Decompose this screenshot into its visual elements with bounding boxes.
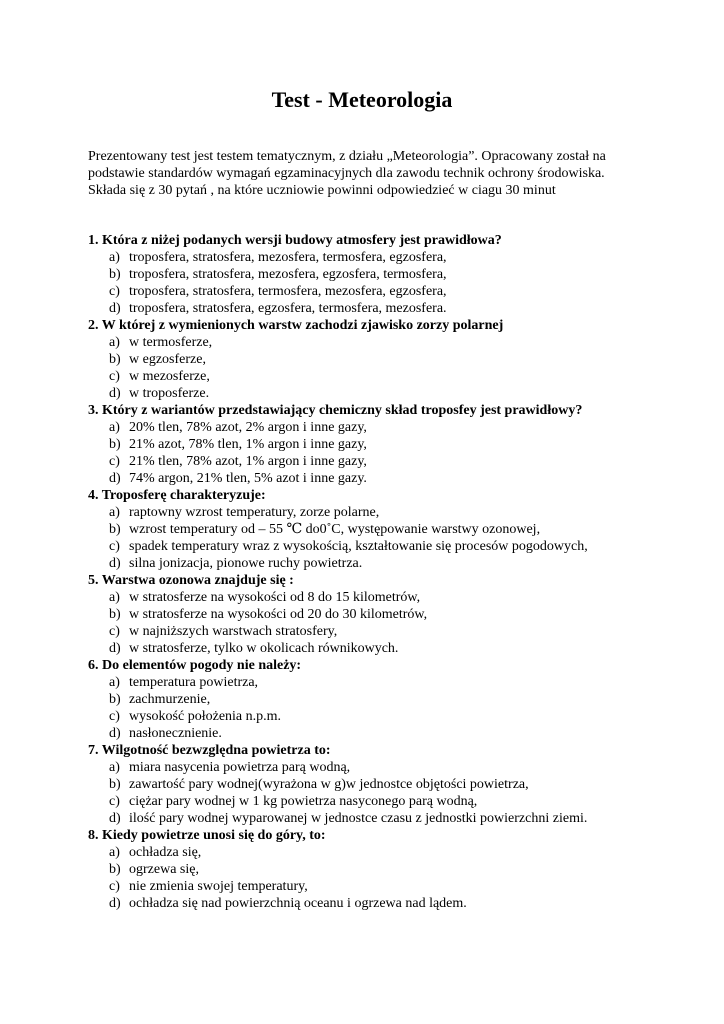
question-text: 8. Kiedy powietrze unosi się do góry, to:	[88, 828, 326, 843]
question-7	[88, 742, 688, 827]
question-8	[88, 827, 688, 912]
answer-option	[88, 776, 688, 793]
answer-letter: b)	[109, 607, 121, 622]
answer-text: ilość pary wodnej wyparowanej w jednostce czasu z jednostki powierzchni ziemi.	[129, 811, 588, 826]
question-1	[88, 232, 688, 317]
intro-paragraph	[88, 148, 648, 199]
answer-option	[88, 606, 688, 623]
answer-letter: d)	[109, 556, 121, 571]
question-text: 3. Który z wariantów przedstawiający chemiczny skład troposfey jest prawidłowy?	[88, 403, 583, 418]
answer-option	[88, 589, 688, 606]
answer-letter: a)	[109, 250, 120, 265]
answer-letter: c)	[109, 539, 120, 554]
answer-text: troposfera, stratosfera, egzosfera, termosfera, mezosfera.	[129, 301, 447, 316]
answer-option	[88, 334, 688, 351]
answer-text: temperatura powietrza,	[129, 675, 259, 690]
answer-option	[88, 470, 688, 487]
answer-text: nasłonecznienie.	[129, 726, 222, 741]
answer-text: ochładza się nad powierzchnią oceanu i ogrzewa nad lądem.	[129, 896, 467, 911]
answer-option	[88, 351, 688, 368]
question-4	[88, 487, 688, 572]
answer-letter: b)	[109, 522, 121, 537]
answer-text: w stratosferze na wysokości od 20 do 30 kilometrów,	[129, 607, 428, 622]
answer-text: 21% tlen, 78% azot, 1% argon i inne gazy,	[129, 454, 367, 469]
answer-letter: d)	[109, 641, 121, 656]
answer-option	[88, 861, 688, 878]
answer-letter: c)	[109, 284, 120, 299]
answer-letter: d)	[109, 301, 121, 316]
answer-text: troposfera, stratosfera, mezosfera, termosfera, egzosfera,	[129, 250, 447, 265]
answer-text: spadek temperatury wraz z wysokością, kształtowanie się procesów pogodowych,	[129, 539, 588, 554]
intro-line: podstawie standardów wymagań egzaminacyjnych dla zawodu technik ochrony środowiska.	[88, 166, 605, 181]
answer-letter: c)	[109, 794, 120, 809]
answer-option	[88, 300, 688, 317]
question-2	[88, 317, 688, 402]
answer-text: w stratosferze, tylko w okolicach równikowych.	[129, 641, 399, 656]
answer-text: zawartość pary wodnej(wyrażona w g)w jednostce objętości powietrza,	[129, 777, 529, 792]
question-3	[88, 402, 688, 487]
answer-option	[88, 283, 688, 300]
question-text: 6. Do elementów pogody nie należy:	[88, 658, 302, 673]
question-6	[88, 657, 688, 742]
answer-option	[88, 504, 688, 521]
answer-text: raptowny wzrost temperatury, zorze polarne,	[129, 505, 380, 520]
answer-list	[88, 249, 688, 317]
answer-option	[88, 793, 688, 810]
answer-letter: a)	[109, 845, 120, 860]
answer-text: silna jonizacja, pionowe ruchy powietrza.	[129, 556, 363, 571]
answer-text: 74% argon, 21% tlen, 5% azot i inne gazy.	[129, 471, 367, 486]
answer-list	[88, 844, 688, 912]
answer-list	[88, 674, 688, 742]
answer-letter: a)	[109, 675, 120, 690]
answer-text: troposfera, stratosfera, termosfera, mezosfera, egzosfera,	[129, 284, 447, 299]
answer-option	[88, 691, 688, 708]
answer-text: wysokość położenia n.p.m.	[129, 709, 282, 724]
answer-letter: b)	[109, 692, 121, 707]
answer-list	[88, 589, 688, 657]
intro-line: Prezentowany test jest testem tematycznym, z działu „Meteorologia”. Opracowany został na	[88, 149, 606, 164]
document-title: Test - Meteorologia	[271, 87, 453, 112]
answer-text: zachmurzenie,	[129, 692, 211, 707]
answer-text: 21% azot, 78% tlen, 1% argon i inne gazy,	[129, 437, 367, 452]
answer-option	[88, 708, 688, 725]
answer-text: miara nasycenia powietrza parą wodną,	[129, 760, 351, 775]
answer-text: ciężar pary wodnej w 1 kg powietrza nasyconego parą wodną,	[129, 794, 478, 809]
intro-line: Składa się z 30 pytań , na które uczniowie powinni odpowiedzieć w ciagu 30 minut	[88, 183, 556, 198]
answer-option	[88, 623, 688, 640]
answer-option	[88, 538, 688, 555]
answer-letter: c)	[109, 879, 120, 894]
answer-text: nie zmienia swojej temperatury,	[129, 879, 308, 894]
answer-letter: b)	[109, 777, 121, 792]
answer-letter: a)	[109, 420, 120, 435]
answer-option	[88, 725, 688, 742]
answer-letter: d)	[109, 811, 121, 826]
answer-text: w egzosferze,	[129, 352, 206, 367]
answer-option	[88, 555, 688, 572]
question-5	[88, 572, 688, 657]
answer-letter: b)	[109, 862, 121, 877]
answer-option	[88, 844, 688, 861]
answer-text: 20% tlen, 78% azot, 2% argon i inne gazy,	[129, 420, 367, 435]
answer-letter: d)	[109, 726, 121, 741]
answer-option	[88, 640, 688, 657]
answer-text: w troposferze.	[129, 386, 210, 401]
answer-list	[88, 334, 688, 402]
answer-letter: a)	[109, 335, 120, 350]
answer-option	[88, 368, 688, 385]
answer-letter: d)	[109, 471, 121, 486]
answer-option	[88, 895, 688, 912]
answer-text: wzrost temperatury od – 55 ℃ do0˚C, występowanie warstwy ozonowej,	[129, 522, 541, 537]
answer-list	[88, 759, 688, 827]
answer-text: w najniższych warstwach stratosfery,	[129, 624, 338, 639]
answer-text: w mezosferze,	[129, 369, 210, 384]
answer-letter: d)	[109, 896, 121, 911]
answer-text: ogrzewa się,	[129, 862, 199, 877]
question-text: 4. Troposferę charakteryzuje:	[88, 488, 266, 503]
answer-letter: a)	[109, 760, 120, 775]
answer-option	[88, 385, 688, 402]
answer-option	[88, 419, 688, 436]
answer-option	[88, 266, 688, 283]
answer-letter: a)	[109, 590, 120, 605]
answer-list	[88, 419, 688, 487]
answer-letter: a)	[109, 505, 120, 520]
answer-text: troposfera, stratosfera, mezosfera, egzosfera, termosfera,	[129, 267, 447, 282]
answer-text: w stratosferze na wysokości od 8 do 15 kilometrów,	[129, 590, 421, 605]
answer-letter: b)	[109, 267, 121, 282]
answer-option	[88, 759, 688, 776]
answer-option	[88, 878, 688, 895]
answer-letter: b)	[109, 352, 121, 367]
answer-option	[88, 453, 688, 470]
answer-letter: c)	[109, 454, 120, 469]
answer-option	[88, 674, 688, 691]
answer-text: ochładza się,	[129, 845, 202, 860]
answer-letter: d)	[109, 386, 121, 401]
answer-list	[88, 504, 688, 572]
question-list	[88, 232, 688, 912]
question-text: 5. Warstwa ozonowa znajduje się :	[88, 573, 294, 588]
answer-text: w termosferze,	[129, 335, 213, 350]
question-text: 7. Wilgotność bezwzględna powietrza to:	[88, 743, 331, 758]
answer-option	[88, 249, 688, 266]
answer-option	[88, 521, 688, 538]
answer-letter: c)	[109, 624, 120, 639]
question-text: 1. Która z niżej podanych wersji budowy atmosfery jest prawidłowa?	[88, 233, 502, 248]
answer-option	[88, 436, 688, 453]
question-text: 2. W której z wymienionych warstw zachodzi zjawisko zorzy polarnej	[88, 318, 504, 333]
answer-option	[88, 810, 688, 827]
answer-letter: c)	[109, 709, 120, 724]
answer-letter: b)	[109, 437, 121, 452]
answer-letter: c)	[109, 369, 120, 384]
